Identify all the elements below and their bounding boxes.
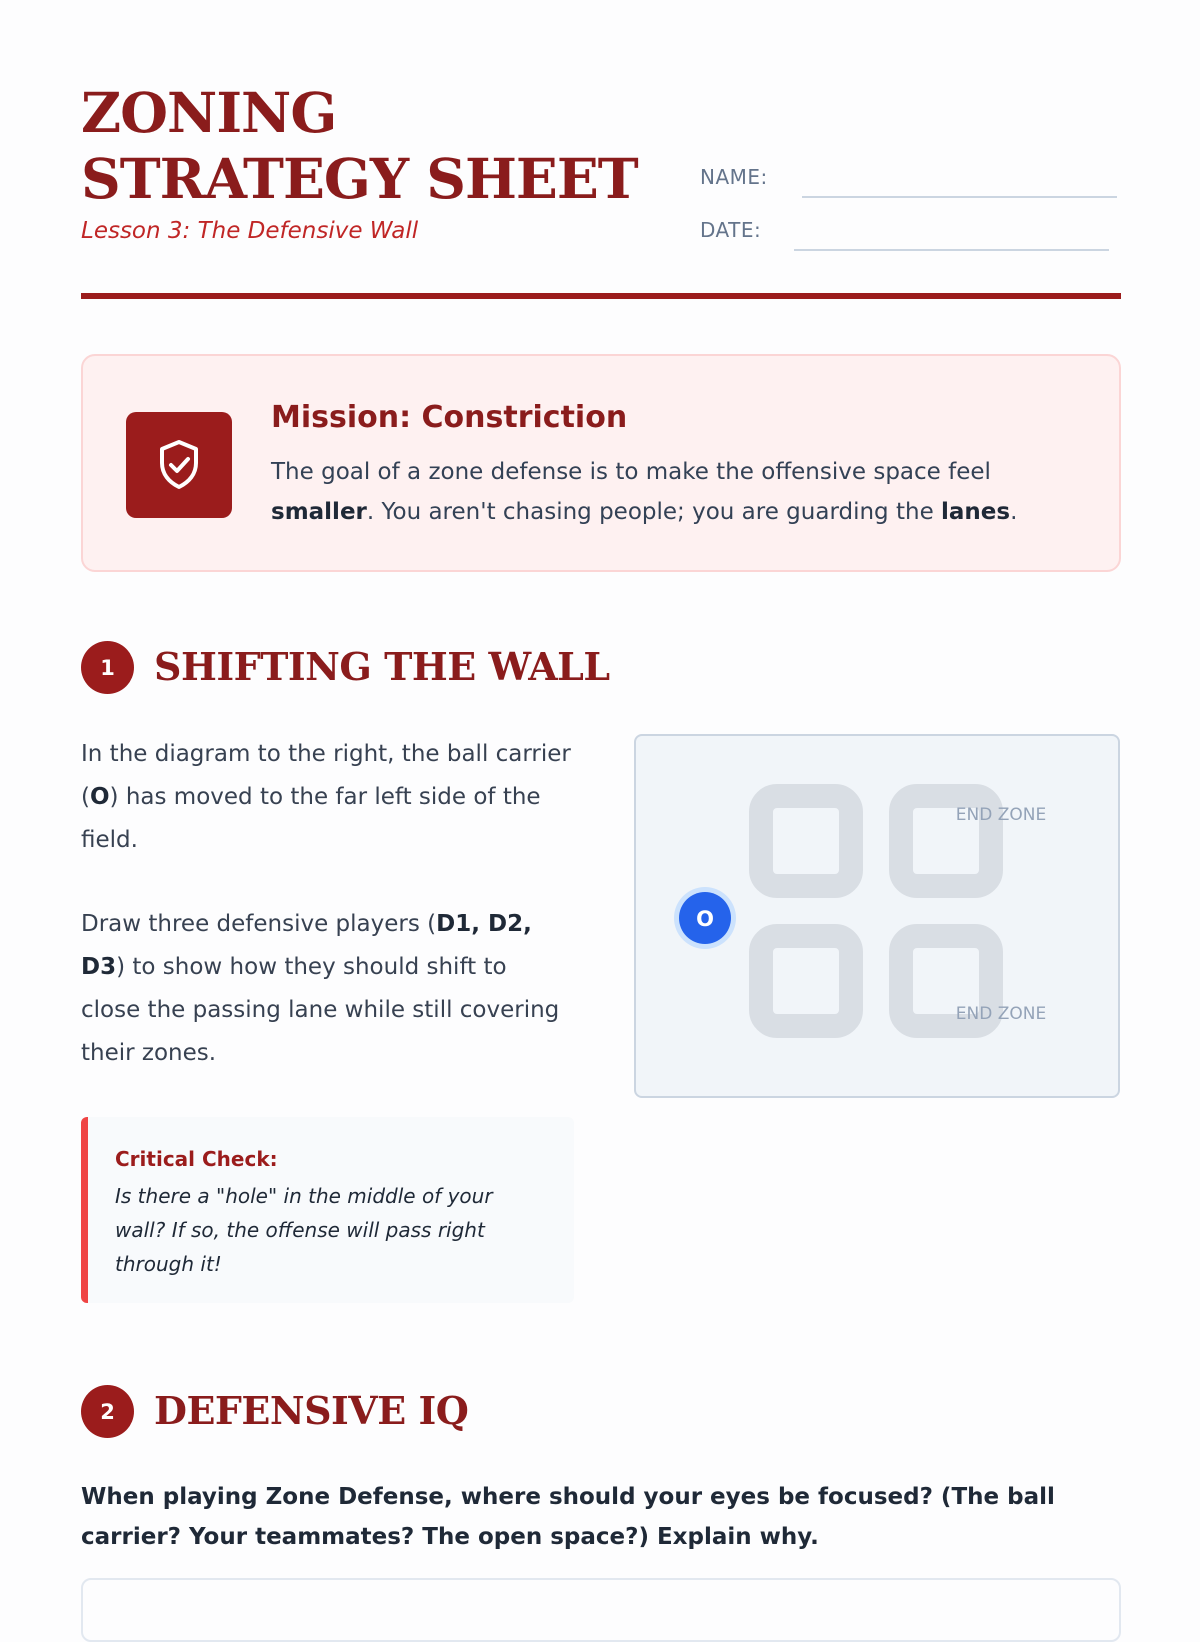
- zone-box: [761, 796, 851, 886]
- lesson-subtitle: Lesson 3: The Defensive Wall: [81, 218, 419, 244]
- ball-carrier-label: O: [696, 907, 714, 931]
- instructions-paragraph-1: In the diagram to the right, the ball carrier (O) has moved to the far left side of the field.: [81, 741, 571, 853]
- critical-check-title: Critical Check:: [115, 1147, 278, 1171]
- section-number-1: 1: [81, 641, 134, 694]
- question-prompt: When playing Zone Defense, where should your eyes be focused? (The ball carrier? Your teammates? The open space?) Explain why.: [81, 1484, 1055, 1550]
- shield-check-icon: [126, 412, 232, 518]
- date-field[interactable]: [794, 249, 1109, 251]
- answer-field[interactable]: [81, 1578, 1121, 1642]
- critical-check-callout: [81, 1117, 574, 1303]
- end-zone-label-top: END ZONE: [955, 805, 1047, 825]
- name-label: NAME:: [700, 165, 768, 189]
- end-zone-label-bottom: END ZONE: [955, 1004, 1047, 1024]
- section-title-shifting-the-wall: SHIFTING THE WALL: [154, 644, 610, 689]
- section-title-defensive-iq: DEFENSIVE IQ: [154, 1388, 469, 1433]
- zone-box: [761, 936, 851, 1026]
- field-diagram[interactable]: [634, 734, 1120, 1098]
- instructions-paragraph-2: Draw three defensive players (D1, D2, D3) to show how they should shift to close the passing lane while still covering their zones.: [81, 911, 560, 1066]
- mission-title: Mission: Constriction: [271, 400, 628, 435]
- page-title: ZONING STRATEGY SHEET: [81, 80, 638, 211]
- critical-check-text: Is there a "hole" in the middle of your wall? If so, the offense will pass right through it!: [115, 1184, 493, 1276]
- name-field[interactable]: [802, 196, 1117, 198]
- date-label: DATE:: [700, 218, 762, 242]
- header-divider: [81, 293, 1121, 299]
- worksheet-page: [81, 0, 1121, 1600]
- section-number-2: 2: [81, 1385, 134, 1438]
- mission-callout: [81, 354, 1121, 572]
- mission-text: The goal of a zone defense is to make the offensive space feel smaller. You aren't chasing people; you are guarding the lanes.: [271, 459, 1018, 525]
